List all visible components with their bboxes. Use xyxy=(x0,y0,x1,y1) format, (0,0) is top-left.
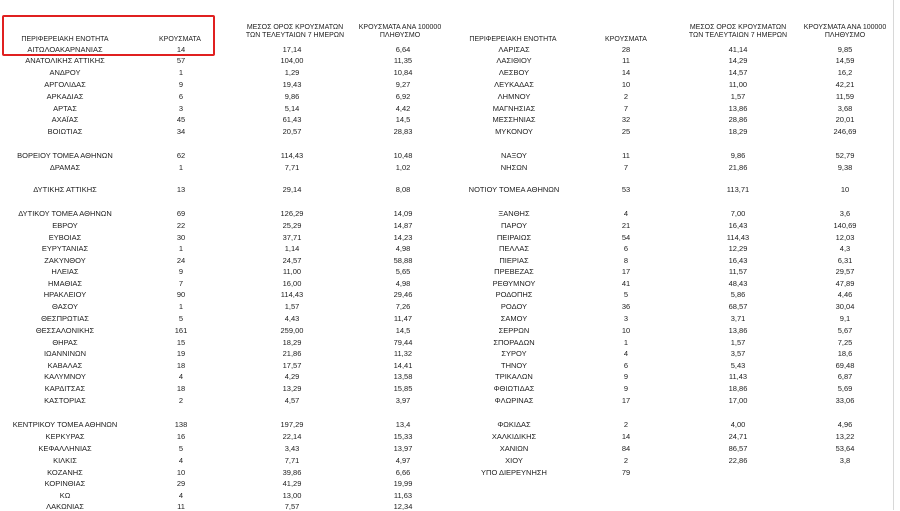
region-cell: ΜΑΓΝΗΣΙΑΣ xyxy=(492,104,536,113)
avg7-cell: 4,00 xyxy=(730,420,746,429)
region-cell: ΣΑΜΟΥ xyxy=(500,314,528,323)
per100k-cell: 6,87 xyxy=(837,372,853,381)
right-header-per100k-line2: ΠΛΗΘΥΣΜΟ xyxy=(824,32,866,39)
avg7-cell: 1,57 xyxy=(730,338,746,347)
avg7-cell: 197,29 xyxy=(280,420,304,429)
avg7-cell: 4,29 xyxy=(284,372,300,381)
avg7-cell: 29,14 xyxy=(282,185,302,194)
region-cell: ΒΟΡΕΙΟΥ ΤΟΜΕΑ ΑΘΗΝΩΝ xyxy=(17,151,113,160)
cases-cell: 4 xyxy=(178,372,184,381)
avg7-cell: 3,57 xyxy=(730,349,746,358)
per100k-cell: 52,79 xyxy=(835,151,855,160)
region-cell: ΛΑΣΙΘΙΟΥ xyxy=(496,56,532,65)
cases-cell: 10 xyxy=(176,468,186,477)
avg7-cell: 13,29 xyxy=(282,384,302,393)
region-cell: ΠΕΛΛΑΣ xyxy=(498,244,530,253)
left-header-cases: ΚΡΟΥΣΜΑΤΑ xyxy=(159,36,201,43)
per100k-cell: 13,4 xyxy=(395,420,411,429)
per100k-cell: 11,63 xyxy=(393,491,413,500)
cases-cell: 138 xyxy=(174,420,188,429)
region-cell: ΝΑΞΟΥ xyxy=(501,151,527,160)
region-cell: ΑΙΤΩΛΟΑΚΑΡΝΑΝΙΑΣ xyxy=(27,45,103,54)
avg7-cell: 7,00 xyxy=(730,209,746,218)
region-cell: ΦΩΚΙΔΑΣ xyxy=(497,420,531,429)
region-cell: ΦΛΩΡΙΝΑΣ xyxy=(494,396,534,405)
region-cell: ΛΗΜΝΟΥ xyxy=(497,92,531,101)
region-cell: ΧΑΝΙΩΝ xyxy=(499,444,529,453)
cases-cell: 29 xyxy=(176,479,186,488)
cases-cell: 41 xyxy=(621,279,631,288)
cases-cell: 11 xyxy=(622,56,630,65)
per100k-cell: 15,85 xyxy=(393,384,413,393)
per100k-cell: 69,48 xyxy=(835,361,855,370)
per100k-cell: 14,59 xyxy=(835,56,855,65)
region-cell: ΡΟΔΟΠΗΣ xyxy=(495,290,533,299)
left-header-avg7-line1: ΜΕΣΟΣ ΟΡΟΣ ΚΡΟΥΣΜΑΤΩΝ xyxy=(246,24,344,31)
cases-cell: 16 xyxy=(176,432,186,441)
per100k-cell: 5,69 xyxy=(837,384,853,393)
region-cell: ΑΝΑΤΟΛΙΚΗΣ ΑΤΤΙΚΗΣ xyxy=(25,56,105,65)
right-header-per100k-line1: ΚΡΟΥΣΜΑΤΑ ΑΝΑ 100000 xyxy=(803,24,887,31)
cases-cell: 5 xyxy=(178,314,184,323)
avg7-cell: 18,86 xyxy=(728,384,748,393)
per100k-cell: 6,92 xyxy=(395,92,411,101)
per100k-cell: 11,47 xyxy=(393,314,413,323)
per100k-cell: 20,01 xyxy=(835,115,855,124)
region-cell: ΤΡΙΚΑΛΩΝ xyxy=(495,372,533,381)
cases-cell: 2 xyxy=(623,92,629,101)
cases-cell: 4 xyxy=(178,491,184,500)
avg7-cell: 16,43 xyxy=(728,221,748,230)
per100k-cell: 42,21 xyxy=(835,80,855,89)
per100k-cell: 12,34 xyxy=(393,502,413,511)
avg7-cell: 14,29 xyxy=(728,56,748,65)
per100k-cell: 9,27 xyxy=(395,80,411,89)
region-cell: ΑΧΑΪΑΣ xyxy=(51,115,79,124)
per100k-cell: 4,98 xyxy=(395,244,411,253)
region-cell: ΔΥΤΙΚΟΥ ΤΟΜΕΑ ΑΘΗΝΩΝ xyxy=(18,209,112,218)
avg7-cell: 1,57 xyxy=(284,302,300,311)
region-cell: ΖΑΚΥΝΘΟΥ xyxy=(44,256,86,265)
cases-cell: 32 xyxy=(621,115,631,124)
right-header-avg7-line2: ΤΩΝ ΤΕΛΕΥΤΑΙΩΝ 7 ΗΜΕΡΩΝ xyxy=(688,32,788,39)
cases-cell: 1 xyxy=(623,338,629,347)
per100k-cell: 9,1 xyxy=(839,314,851,323)
avg7-cell: 37,71 xyxy=(282,233,302,242)
avg7-cell: 1,57 xyxy=(730,92,746,101)
region-cell: ΜΥΚΟΝΟΥ xyxy=(495,127,533,136)
right-header-cases: ΚΡΟΥΣΜΑΤΑ xyxy=(605,36,647,43)
cases-cell: 57 xyxy=(176,56,186,65)
per100k-cell: 53,64 xyxy=(835,444,855,453)
cases-cell: 1 xyxy=(178,68,184,77)
avg7-cell: 7,57 xyxy=(284,502,300,511)
cases-cell: 54 xyxy=(621,233,631,242)
cases-cell: 79 xyxy=(621,468,631,477)
avg7-cell: 11,00 xyxy=(728,80,748,89)
per100k-cell: 79,44 xyxy=(393,338,413,347)
per100k-cell: 28,83 xyxy=(393,127,413,136)
per100k-cell: 3,68 xyxy=(837,104,853,113)
cases-cell: 7 xyxy=(178,279,184,288)
avg7-cell: 4,43 xyxy=(284,314,300,323)
per100k-cell: 7,26 xyxy=(395,302,411,311)
left-header-avg7-line2: ΤΩΝ ΤΕΛΕΥΤΑΙΩΝ 7 ΗΜΕΡΩΝ xyxy=(245,32,345,39)
avg7-cell: 114,43 xyxy=(726,233,750,242)
region-cell: ΕΒΡΟΥ xyxy=(52,221,78,230)
cases-cell: 28 xyxy=(621,45,631,54)
region-cell: ΗΜΑΘΙΑΣ xyxy=(47,279,83,288)
cases-cell: 14 xyxy=(176,45,186,54)
per100k-cell: 14,41 xyxy=(393,361,413,370)
cases-cell: 25 xyxy=(621,127,631,136)
avg7-cell: 11,57 xyxy=(728,267,748,276)
cases-cell: 4 xyxy=(623,349,629,358)
per100k-cell: 14,87 xyxy=(393,221,413,230)
cases-cell: 36 xyxy=(621,302,631,311)
region-cell: ΗΛΕΙΑΣ xyxy=(51,267,79,276)
avg7-cell: 3,71 xyxy=(730,314,746,323)
region-cell: ΑΝΔΡΟΥ xyxy=(49,68,81,77)
left-header-per100k-line2: ΠΛΗΘΥΣΜΟ xyxy=(379,32,421,39)
per100k-cell: 9,85 xyxy=(837,45,853,54)
cases-cell: 21 xyxy=(621,221,631,230)
region-cell: ΘΑΣΟΥ xyxy=(52,302,78,311)
cases-cell: 1 xyxy=(178,244,184,253)
cases-cell: 14 xyxy=(621,432,631,441)
cases-cell: 3 xyxy=(623,314,629,323)
cases-cell: 3 xyxy=(178,104,184,113)
per100k-cell: 8,08 xyxy=(395,185,411,194)
avg7-cell: 104,00 xyxy=(280,56,304,65)
per100k-cell: 11,59 xyxy=(835,92,855,101)
region-cell: ΚΩ xyxy=(59,491,71,500)
cases-cell: 17 xyxy=(621,267,631,276)
cases-cell: 53 xyxy=(621,185,631,194)
per100k-cell: 3,6 xyxy=(839,209,851,218)
avg7-cell: 18,29 xyxy=(282,338,302,347)
cases-cell: 45 xyxy=(176,115,186,124)
per100k-cell: 19,99 xyxy=(393,479,413,488)
per100k-cell: 15,33 xyxy=(393,432,413,441)
cases-cell: 9 xyxy=(623,384,629,393)
avg7-cell: 21,86 xyxy=(282,349,302,358)
cases-cell: 8 xyxy=(623,256,629,265)
per100k-cell: 3,8 xyxy=(839,456,851,465)
cases-cell: 161 xyxy=(174,326,188,335)
region-cell: ΚΙΛΚΙΣ xyxy=(53,456,77,465)
avg7-cell: 113,71 xyxy=(726,185,750,194)
region-cell: ΘΗΡΑΣ xyxy=(52,338,78,347)
right-header-region: ΠΕΡΙΦΕΡΕΙΑΚΗ ΕΝΟΤΗΤΑ xyxy=(469,36,557,43)
cases-cell: 2 xyxy=(623,420,629,429)
avg7-cell: 13,86 xyxy=(728,326,748,335)
cases-cell: 22 xyxy=(176,221,186,230)
cases-cell: 5 xyxy=(623,290,629,299)
region-cell: ΚΑΡΔΙΤΣΑΣ xyxy=(44,384,86,393)
cases-cell: 30 xyxy=(176,233,186,242)
per100k-cell: 13,58 xyxy=(393,372,413,381)
cases-cell: 17 xyxy=(621,396,631,405)
cases-cell: 13 xyxy=(176,185,186,194)
region-cell: ΚΟΖΑΝΗΣ xyxy=(47,468,83,477)
region-cell: ΦΘΙΩΤΙΔΑΣ xyxy=(493,384,535,393)
region-cell: ΚΑΣΤΟΡΙΑΣ xyxy=(44,396,86,405)
avg7-cell: 17,00 xyxy=(728,396,748,405)
per100k-cell: 10,84 xyxy=(393,68,413,77)
region-cell: ΒΟΙΩΤΙΑΣ xyxy=(47,127,83,136)
cases-cell: 1 xyxy=(178,302,184,311)
cases-cell: 84 xyxy=(621,444,631,453)
per100k-cell: 5,65 xyxy=(395,267,411,276)
cases-cell: 4 xyxy=(623,209,629,218)
cases-cell: 2 xyxy=(623,456,629,465)
avg7-cell: 41,14 xyxy=(728,45,748,54)
avg7-cell: 5,14 xyxy=(284,104,300,113)
per100k-cell: 33,06 xyxy=(835,396,855,405)
cases-cell: 6 xyxy=(623,361,629,370)
avg7-cell: 12,29 xyxy=(728,244,748,253)
avg7-cell: 61,43 xyxy=(282,115,302,124)
cases-cell: 24 xyxy=(176,256,186,265)
cases-cell: 18 xyxy=(176,361,186,370)
per100k-cell: 11,35 xyxy=(393,56,413,65)
cases-cell: 6 xyxy=(178,92,184,101)
region-cell: ΚΕΡΚΥΡΑΣ xyxy=(45,432,85,441)
left-header-region: ΠΕΡΙΦΕΡΕΙΑΚΗ ΕΝΟΤΗΤΑ xyxy=(21,36,109,43)
region-cell: ΔΡΑΜΑΣ xyxy=(49,163,81,172)
per100k-cell: 58,88 xyxy=(393,256,413,265)
per100k-cell: 1,02 xyxy=(395,163,411,172)
cases-cell: 62 xyxy=(176,151,186,160)
per100k-cell: 10,48 xyxy=(393,151,413,160)
per100k-cell: 9,38 xyxy=(837,163,853,172)
avg7-cell: 13,86 xyxy=(728,104,748,113)
avg7-cell: 25,29 xyxy=(282,221,302,230)
region-cell: ΑΡΤΑΣ xyxy=(53,104,77,113)
avg7-cell: 68,57 xyxy=(728,302,748,311)
per100k-cell: 4,97 xyxy=(395,456,411,465)
avg7-cell: 17,14 xyxy=(282,45,302,54)
region-cell: ΛΑΚΩΝΙΑΣ xyxy=(46,502,84,511)
per100k-cell: 16,2 xyxy=(837,68,853,77)
region-cell: ΣΠΟΡΑΔΩΝ xyxy=(493,338,535,347)
region-cell: ΜΕΣΣΗΝΙΑΣ xyxy=(492,115,536,124)
per100k-cell: 14,23 xyxy=(393,233,413,242)
avg7-cell: 21,86 xyxy=(728,163,748,172)
region-cell: ΠΕΙΡΑΙΩΣ xyxy=(496,233,532,242)
avg7-cell: 9,86 xyxy=(730,151,746,160)
region-cell: ΠΙΕΡΙΑΣ xyxy=(499,256,529,265)
per100k-cell: 13,97 xyxy=(393,444,413,453)
region-cell: ΡΕΘΥΜΝΟΥ xyxy=(492,279,536,288)
avg7-cell: 9,86 xyxy=(284,92,300,101)
region-cell: ΧΙΟΥ xyxy=(505,456,523,465)
red-highlight-annotation xyxy=(2,15,215,56)
cases-cell: 2 xyxy=(178,396,184,405)
cases-cell: 11 xyxy=(177,502,185,511)
region-cell: ΚΟΡΙΝΘΙΑΣ xyxy=(44,479,86,488)
per100k-cell: 246,69 xyxy=(833,127,857,136)
region-cell: ΤΗΝΟΥ xyxy=(500,361,527,370)
region-cell: ΕΥΒΟΙΑΣ xyxy=(48,233,82,242)
region-cell: ΗΡΑΚΛΕΙΟΥ xyxy=(43,290,87,299)
region-cell: ΝΗΣΩΝ xyxy=(500,163,528,172)
right-header-avg7-line1: ΜΕΣΟΣ ΟΡΟΣ ΚΡΟΥΣΜΑΤΩΝ xyxy=(689,24,787,31)
region-cell: ΔΥΤΙΚΗΣ ΑΤΤΙΚΗΣ xyxy=(33,185,97,194)
avg7-cell: 7,71 xyxy=(284,456,300,465)
region-cell: ΘΕΣΠΡΩΤΙΑΣ xyxy=(41,314,89,323)
avg7-cell: 24,57 xyxy=(282,256,302,265)
region-cell: ΘΕΣΣΑΛΟΝΙΚΗΣ xyxy=(35,326,95,335)
per100k-cell: 6,66 xyxy=(395,468,411,477)
per100k-cell: 14,5 xyxy=(395,326,411,335)
per100k-cell: 5,67 xyxy=(837,326,853,335)
avg7-cell: 7,71 xyxy=(284,163,300,172)
per100k-cell: 11,32 xyxy=(393,349,413,358)
region-cell: ΑΡΚΑΔΙΑΣ xyxy=(46,92,84,101)
region-cell: ΛΕΣΒΟΥ xyxy=(498,68,530,77)
cases-cell: 6 xyxy=(623,244,629,253)
per100k-cell: 14,09 xyxy=(393,209,413,218)
avg7-cell: 22,14 xyxy=(282,432,302,441)
cases-cell: 7 xyxy=(623,163,629,172)
avg7-cell: 1,29 xyxy=(284,68,300,77)
cases-cell: 9 xyxy=(178,80,184,89)
cases-cell: 34 xyxy=(176,127,186,136)
per100k-cell: 14,5 xyxy=(395,115,411,124)
region-cell: ΠΡΕΒΕΖΑΣ xyxy=(494,267,534,276)
avg7-cell: 39,86 xyxy=(282,468,302,477)
cases-cell: 90 xyxy=(176,290,186,299)
region-cell: ΛΑΡΙΣΑΣ xyxy=(498,45,530,54)
region-cell: ΙΩΑΝΝΙΝΩΝ xyxy=(43,349,87,358)
avg7-cell: 19,43 xyxy=(282,80,302,89)
per100k-cell: 6,31 xyxy=(837,256,853,265)
avg7-cell: 86,57 xyxy=(728,444,748,453)
avg7-cell: 259,00 xyxy=(280,326,304,335)
avg7-cell: 114,43 xyxy=(280,151,304,160)
cases-cell: 9 xyxy=(623,372,629,381)
avg7-cell: 48,43 xyxy=(728,279,748,288)
cases-cell: 19 xyxy=(176,349,186,358)
region-cell: ΚΑΒΑΛΑΣ xyxy=(47,361,83,370)
region-cell: ΠΑΡΟΥ xyxy=(500,221,527,230)
per100k-cell: 29,57 xyxy=(835,267,855,276)
per100k-cell: 4,46 xyxy=(837,290,853,299)
avg7-cell: 16,43 xyxy=(728,256,748,265)
avg7-cell: 13,00 xyxy=(282,491,302,500)
avg7-cell: 1,14 xyxy=(284,244,300,253)
cases-cell: 10 xyxy=(621,80,631,89)
per100k-cell: 7,25 xyxy=(837,338,853,347)
region-cell: ΚΑΛΥΜΝΟΥ xyxy=(44,372,86,381)
avg7-cell: 5,86 xyxy=(730,290,746,299)
per100k-cell: 47,89 xyxy=(835,279,855,288)
cases-cell: 10 xyxy=(621,326,631,335)
avg7-cell: 41,29 xyxy=(282,479,302,488)
per100k-cell: 140,69 xyxy=(833,221,857,230)
region-cell: ΛΕΥΚΑΔΑΣ xyxy=(494,80,534,89)
avg7-cell: 11,43 xyxy=(728,372,748,381)
region-cell: ΞΑΝΘΗΣ xyxy=(498,209,530,218)
avg7-cell: 5,43 xyxy=(730,361,746,370)
region-cell: ΣΥΡΟΥ xyxy=(501,349,527,358)
region-cell: ΑΡΓΟΛΙΔΑΣ xyxy=(44,80,86,89)
per100k-cell: 13,22 xyxy=(835,432,855,441)
avg7-cell: 22,86 xyxy=(728,456,748,465)
avg7-cell: 126,29 xyxy=(280,209,304,218)
avg7-cell: 3,43 xyxy=(284,444,300,453)
cases-cell: 7 xyxy=(623,104,629,113)
region-cell: ΡΟΔΟΥ xyxy=(500,302,528,311)
avg7-cell: 16,00 xyxy=(282,279,302,288)
left-header-per100k-line1: ΚΡΟΥΣΜΑΤΑ ΑΝΑ 100000 xyxy=(358,24,442,31)
region-cell: ΚΕΝΤΡΙΚΟΥ ΤΟΜΕΑ ΑΘΗΝΩΝ xyxy=(12,420,118,429)
cases-cell: 1 xyxy=(178,163,184,172)
avg7-cell: 11,00 xyxy=(282,267,302,276)
per100k-cell: 4,42 xyxy=(395,104,411,113)
per100k-cell: 6,64 xyxy=(395,45,411,54)
per100k-cell: 4,98 xyxy=(395,279,411,288)
per100k-cell: 10 xyxy=(840,185,850,194)
per100k-cell: 18,6 xyxy=(837,349,853,358)
region-cell: ΕΥΡΥΤΑΝΙΑΣ xyxy=(41,244,89,253)
avg7-cell: 20,57 xyxy=(282,127,302,136)
cases-cell: 5 xyxy=(178,444,184,453)
region-cell: ΥΠΟ ΔΙΕΡΕΥΝΗΣΗ xyxy=(481,468,547,477)
region-cell: ΝΟΤΙΟΥ ΤΟΜΕΑ ΑΘΗΝΩΝ xyxy=(468,185,560,194)
cases-cell: 18 xyxy=(176,384,186,393)
avg7-cell: 4,57 xyxy=(284,396,300,405)
cases-cell: 14 xyxy=(621,68,631,77)
avg7-cell: 114,43 xyxy=(280,290,304,299)
per100k-cell: 29,46 xyxy=(393,290,413,299)
region-cell: ΚΕΦΑΛΛΗΝΙΑΣ xyxy=(38,444,92,453)
cases-cell: 11 xyxy=(622,151,630,160)
per100k-cell: 4,96 xyxy=(837,420,853,429)
avg7-cell: 17,57 xyxy=(282,361,302,370)
per100k-cell: 4,3 xyxy=(839,244,851,253)
cases-cell: 69 xyxy=(176,209,186,218)
avg7-cell: 24,71 xyxy=(728,432,748,441)
page-edge-divider xyxy=(893,0,894,510)
per100k-cell: 30,04 xyxy=(835,302,855,311)
cases-cell: 4 xyxy=(178,456,184,465)
region-cell: ΣΕΡΡΩΝ xyxy=(498,326,530,335)
per100k-cell: 3,97 xyxy=(395,396,411,405)
region-cell: ΧΑΛΚΙΔΙΚΗΣ xyxy=(491,432,537,441)
per100k-cell: 12,03 xyxy=(835,233,855,242)
avg7-cell: 14,57 xyxy=(728,68,748,77)
cases-cell: 15 xyxy=(176,338,186,347)
cases-cell: 9 xyxy=(178,267,184,276)
avg7-cell: 18,29 xyxy=(728,127,748,136)
avg7-cell: 28,86 xyxy=(728,115,748,124)
